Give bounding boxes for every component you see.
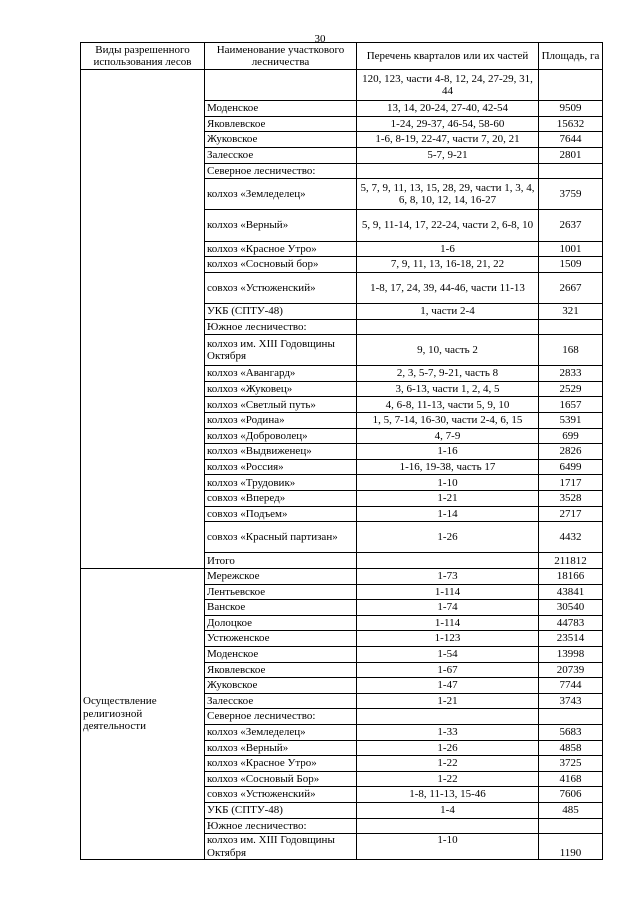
quarters-cell [357, 163, 539, 179]
area-cell: 2833 [539, 366, 603, 382]
area-cell: 321 [539, 303, 603, 319]
forestry-name-cell: колхоз «Россия» [205, 459, 357, 475]
forestry-name-cell: совхоз «Вперед» [205, 491, 357, 507]
area-cell: 1001 [539, 241, 603, 257]
forestry-name-cell: Яковлевское [205, 116, 357, 132]
area-cell: 4168 [539, 771, 603, 787]
quarters-cell: 1-16, 19-38, часть 17 [357, 459, 539, 475]
use-type-cell: Осуществление религиозной деятельности [81, 569, 205, 860]
page-number: 30 [314, 33, 326, 45]
table-body [81, 70, 603, 860]
quarters-cell: 9, 10, часть 2 [357, 335, 539, 366]
quarters-cell: 1-67 [357, 662, 539, 678]
area-cell: 43841 [539, 584, 603, 600]
area-cell: 2717 [539, 506, 603, 522]
quarters-cell: 1-10 [357, 834, 539, 860]
quarters-cell: 1-73 [357, 569, 539, 585]
quarters-cell: 1-114 [357, 615, 539, 631]
quarters-cell: 1, части 2-4 [357, 303, 539, 319]
quarters-cell: 120, 123, части 4-8, 12, 24, 27-29, 31, 44 [357, 70, 539, 101]
area-cell: 2801 [539, 147, 603, 163]
forestry-name-cell: Мережское [205, 569, 357, 585]
forestry-name-cell: колхоз «Красное Утро» [205, 241, 357, 257]
forestry-name-cell: колхоз «Доброволец» [205, 428, 357, 444]
header-forestry-name: Наименование участкового лесничества [205, 43, 357, 70]
area-cell: 2529 [539, 381, 603, 397]
area-cell: 1190 [539, 834, 603, 860]
quarters-cell: 1-22 [357, 771, 539, 787]
forestry-name-cell: УКБ (СПТУ-48) [205, 802, 357, 818]
area-cell [539, 818, 603, 834]
area-cell: 2667 [539, 272, 603, 303]
forestry-name-cell: совхоз «Устюженский» [205, 272, 357, 303]
forestry-name-cell: Долоцкое [205, 615, 357, 631]
quarters-cell: 1-21 [357, 693, 539, 709]
quarters-cell: 1-8, 17, 24, 39, 44-46, части 11-13 [357, 272, 539, 303]
quarters-cell: 4, 6-8, 11-13, части 5, 9, 10 [357, 397, 539, 413]
area-cell: 18166 [539, 569, 603, 585]
quarters-cell: 1-114 [357, 584, 539, 600]
quarters-cell: 1-26 [357, 740, 539, 756]
area-cell: 485 [539, 802, 603, 818]
forestry-name-cell: колхоз им. XIII Годовщины Октября [205, 335, 357, 366]
quarters-cell [357, 553, 539, 569]
area-cell: 23514 [539, 631, 603, 647]
table-row [81, 569, 603, 585]
forestry-name-cell: колхоз «Верный» [205, 210, 357, 241]
area-cell: 30540 [539, 600, 603, 616]
quarters-cell [357, 709, 539, 725]
area-cell: 3725 [539, 756, 603, 772]
forestry-name-cell: Залесское [205, 693, 357, 709]
forestry-name-cell: колхоз «Жуковец» [205, 381, 357, 397]
table-row [81, 70, 603, 101]
forestry-name-cell: Северное лесничество: [205, 709, 357, 725]
area-cell: 1717 [539, 475, 603, 491]
area-cell [539, 70, 603, 101]
forestry-name-cell: колхоз «Сосновый Бор» [205, 771, 357, 787]
forestry-name-cell: Итого [205, 553, 357, 569]
area-cell: 7744 [539, 678, 603, 694]
forestry-name-cell: Моденское [205, 646, 357, 662]
area-cell: 168 [539, 335, 603, 366]
forestry-name-cell [205, 70, 357, 101]
forestry-name-cell: Моденское [205, 101, 357, 117]
forestry-name-cell: колхоз «Авангард» [205, 366, 357, 382]
forestry-name-cell: Ванское [205, 600, 357, 616]
quarters-cell: 1-8, 11-13, 15-46 [357, 787, 539, 803]
area-cell: 20739 [539, 662, 603, 678]
area-cell [539, 163, 603, 179]
quarters-cell: 3, 6-13, части 1, 2, 4, 5 [357, 381, 539, 397]
quarters-cell: 5, 9, 11-14, 17, 22-24, части 2, 6-8, 10 [357, 210, 539, 241]
quarters-cell: 1-21 [357, 491, 539, 507]
area-cell: 3759 [539, 179, 603, 210]
forestry-name-cell: Устюженское [205, 631, 357, 647]
forestry-name-cell: колхоз «Родина» [205, 413, 357, 429]
forestry-name-cell: совхоз «Устюженский» [205, 787, 357, 803]
forestry-name-cell: колхоз «Сосновый бор» [205, 257, 357, 273]
area-cell: 13998 [539, 646, 603, 662]
quarters-cell: 7, 9, 11, 13, 16-18, 21, 22 [357, 257, 539, 273]
quarters-cell: 1-14 [357, 506, 539, 522]
quarters-cell: 1-74 [357, 600, 539, 616]
forestry-name-cell: совхоз «Подъем» [205, 506, 357, 522]
area-cell [539, 709, 603, 725]
forest-use-table [80, 42, 603, 860]
quarters-cell: 1-24, 29-37, 46-54, 58-60 [357, 116, 539, 132]
forestry-name-cell: колхоз «Трудовик» [205, 475, 357, 491]
area-cell: 2826 [539, 444, 603, 460]
header-quarters: Перечень кварталов или их частей [357, 43, 539, 70]
area-cell: 699 [539, 428, 603, 444]
area-cell: 5683 [539, 724, 603, 740]
forestry-name-cell: колхоз «Земледелец» [205, 724, 357, 740]
table-header-row [81, 43, 603, 70]
area-cell: 4858 [539, 740, 603, 756]
forestry-name-cell: колхоз «Выдвиженец» [205, 444, 357, 460]
area-cell: 9509 [539, 101, 603, 117]
area-cell: 7606 [539, 787, 603, 803]
forestry-name-cell: колхоз «Земледелец» [205, 179, 357, 210]
quarters-cell: 1-33 [357, 724, 539, 740]
quarters-cell [357, 818, 539, 834]
forestry-name-cell: колхоз «Красное Утро» [205, 756, 357, 772]
header-area: Площадь, га [539, 43, 603, 70]
quarters-cell [357, 319, 539, 335]
quarters-cell: 13, 14, 20-24, 27-40, 42-54 [357, 101, 539, 117]
area-cell: 1657 [539, 397, 603, 413]
forestry-name-cell: Южное лесничество: [205, 319, 357, 335]
area-cell: 15632 [539, 116, 603, 132]
forestry-name-cell: совхоз «Красный партизан» [205, 522, 357, 553]
area-cell: 7644 [539, 132, 603, 148]
forestry-name-cell: УКБ (СПТУ-48) [205, 303, 357, 319]
area-cell: 5391 [539, 413, 603, 429]
forestry-name-cell: Лентьевское [205, 584, 357, 600]
forestry-name-cell: Залесское [205, 147, 357, 163]
quarters-cell: 1-123 [357, 631, 539, 647]
area-cell [539, 319, 603, 335]
forestry-name-cell: Жуковское [205, 678, 357, 694]
forestry-name-cell: Жуковское [205, 132, 357, 148]
quarters-cell: 5, 7, 9, 11, 13, 15, 28, 29, части 1, 3, 4, 6, 8, 10, 12, 14, 16-27 [357, 179, 539, 210]
area-cell: 1509 [539, 257, 603, 273]
area-cell: 4432 [539, 522, 603, 553]
quarters-cell: 1-22 [357, 756, 539, 772]
forestry-name-cell: Южное лесничество: [205, 818, 357, 834]
quarters-cell: 1-4 [357, 802, 539, 818]
quarters-cell: 1-16 [357, 444, 539, 460]
quarters-cell: 1-6, 8-19, 22-47, части 7, 20, 21 [357, 132, 539, 148]
quarters-cell: 1, 5, 7-14, 16-30, части 2-4, 6, 15 [357, 413, 539, 429]
area-cell: 44783 [539, 615, 603, 631]
quarters-cell: 1-47 [357, 678, 539, 694]
forestry-name-cell: Северное лесничество: [205, 163, 357, 179]
area-cell: 211812 [539, 553, 603, 569]
quarters-cell: 2, 3, 5-7, 9-21, часть 8 [357, 366, 539, 382]
quarters-cell: 1-6 [357, 241, 539, 257]
quarters-cell: 1-26 [357, 522, 539, 553]
forestry-name-cell: колхоз им. XIII Годовщины Октября [205, 834, 357, 860]
use-type-cell [81, 70, 205, 569]
quarters-cell: 4, 7-9 [357, 428, 539, 444]
area-cell: 6499 [539, 459, 603, 475]
quarters-cell: 5-7, 9-21 [357, 147, 539, 163]
forestry-name-cell: колхоз «Верный» [205, 740, 357, 756]
forestry-name-cell: Яковлевское [205, 662, 357, 678]
area-cell: 2637 [539, 210, 603, 241]
quarters-cell: 1-54 [357, 646, 539, 662]
quarters-cell: 1-10 [357, 475, 539, 491]
header-use-type: Виды разрешенного использования лесов [81, 43, 205, 70]
area-cell: 3743 [539, 693, 603, 709]
area-cell: 3528 [539, 491, 603, 507]
forestry-name-cell: колхоз «Светлый путь» [205, 397, 357, 413]
